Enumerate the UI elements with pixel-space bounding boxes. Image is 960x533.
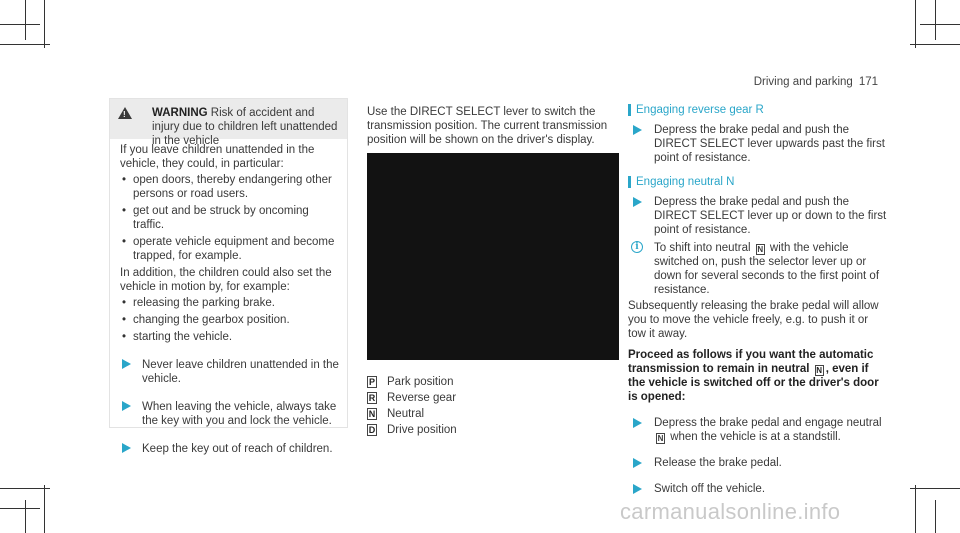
crop-mark: [0, 508, 40, 509]
list-item: • operate vehicle equipment and become trapped, for example.: [120, 235, 339, 263]
warning-title-text: Risk of accident and injury due to children left unattended in the vehicle: [152, 107, 338, 147]
list-item: • releasing the parking brake.: [120, 296, 339, 310]
legend-row: [367, 406, 567, 422]
exclamation-icon: !: [123, 110, 126, 119]
crop-mark: [0, 44, 50, 45]
neutral-symbol-icon: N: [368, 409, 376, 419]
watermark: carmanualsonline.info: [620, 499, 841, 524]
action-step: [120, 400, 339, 428]
action-step: [628, 416, 888, 444]
action-step: [628, 195, 888, 237]
info-text: with the vehicle switched on, push the selector lever up or down for several seconds to the first point of resistance.: [654, 242, 880, 296]
action-step: [628, 482, 888, 496]
action-step: [628, 123, 888, 165]
list-item: • open doors, thereby endangering other persons or road users.: [120, 173, 339, 201]
crop-mark: [910, 44, 960, 45]
proceed-text: , even if the vehicle is switched off or the driver's door is opened:: [628, 363, 879, 403]
arrow-icon: [122, 359, 131, 369]
park-symbol-icon: P: [368, 377, 375, 387]
warning-box: [109, 98, 348, 455]
legend-label: Drive position: [387, 424, 457, 436]
crop-mark: [920, 24, 960, 25]
arrow-icon: [633, 418, 642, 428]
proceed-text: Proceed as follows if you want the automatic transmission to remain in neutral: [628, 349, 874, 375]
crop-mark: [25, 500, 26, 533]
section-heading-reverse: Engaging reverse gear R: [628, 103, 888, 119]
warning-addition: In addition, the children could also set the vehicle in motion by, for example:: [120, 267, 332, 293]
crop-mark: [0, 488, 50, 489]
subsequently-text: Subsequently releasing the brake pedal will allow you to move the vehicle freely, e.g. to push it or tow it away.: [628, 300, 879, 340]
page-number: 171: [858, 76, 878, 88]
crop-mark: [935, 500, 936, 533]
reverse-symbol-icon: R: [368, 393, 376, 403]
action-text: Never leave children unattended in the vehicle.: [142, 359, 339, 385]
crop-mark: [915, 0, 916, 48]
drive-symbol-icon: D: [368, 425, 376, 435]
info-note: [628, 241, 888, 297]
info-icon: i: [631, 241, 643, 253]
crop-mark: [44, 485, 45, 533]
crop-mark: [910, 488, 960, 489]
arrow-icon: [633, 125, 642, 135]
warning-bullets: [120, 173, 339, 263]
arrow-icon: [122, 443, 131, 453]
list-item: • changing the gearbox position.: [120, 313, 339, 327]
warning-title: [152, 106, 339, 148]
legend-row: [367, 374, 567, 390]
crop-mark: [44, 0, 45, 48]
action-step: [628, 456, 888, 470]
action-step: [120, 358, 339, 386]
action-text: When leaving the vehicle, always take the key with you and lock the vehicle.: [142, 401, 337, 427]
warning-header: [110, 99, 347, 147]
arrow-icon: [633, 197, 642, 207]
info-text: To shift into neutral: [654, 242, 754, 254]
neutral-symbol-icon: N: [657, 434, 664, 443]
list-item: • get out and be struck by oncoming traffic.: [120, 204, 339, 232]
middle-intro: Use the DIRECT SELECT lever to switch the transmission position. The current transmission position will be shown on the driver's display.: [367, 106, 608, 146]
section-heading-neutral: Engaging neutral N: [628, 175, 888, 191]
crop-mark: [915, 485, 916, 533]
action-text: Depress the brake pedal and push the DIRECT SELECT lever up or down to the first point of resistance.: [654, 196, 887, 236]
warning-bullets-2: [120, 296, 339, 344]
direct-select-image: [367, 153, 619, 360]
proceed-heading: [628, 348, 888, 404]
legend-row: [367, 422, 567, 438]
legend-label: Reverse gear: [387, 392, 457, 404]
action-text: Keep the key out of reach of children.: [142, 443, 333, 455]
action-step: [120, 442, 339, 456]
legend-label: Park position: [387, 376, 454, 388]
action-text: Switch off the vehicle.: [654, 483, 766, 495]
warning-label: WARNING: [152, 107, 208, 119]
gear-legend: [367, 374, 567, 438]
action-text: Depress the brake pedal and push the DIRECT SELECT lever upwards past the first point of resistance.: [654, 124, 885, 164]
arrow-icon: [633, 484, 642, 494]
crop-mark: [935, 0, 936, 40]
action-text: Depress the brake pedal and engage neutral: [654, 417, 882, 429]
page-header: [754, 75, 878, 89]
right-column: [628, 103, 888, 496]
arrow-icon: [633, 458, 642, 468]
arrow-icon: [122, 401, 131, 411]
crop-mark: [0, 24, 40, 25]
warning-intro: If you leave children unattended in the vehicle, they could, in particular:: [120, 144, 315, 170]
neutral-symbol-icon: N: [757, 245, 764, 254]
action-text: Release the brake pedal.: [654, 457, 782, 469]
legend-row: [367, 390, 567, 406]
action-text: when the vehicle is at a standstill.: [667, 431, 841, 443]
neutral-symbol-icon: N: [816, 366, 823, 375]
legend-label: Neutral: [387, 408, 425, 420]
section-title: Driving and parking: [753, 76, 853, 88]
list-item: • starting the vehicle.: [120, 330, 339, 344]
warning-body: [110, 139, 347, 456]
crop-mark: [25, 0, 26, 40]
